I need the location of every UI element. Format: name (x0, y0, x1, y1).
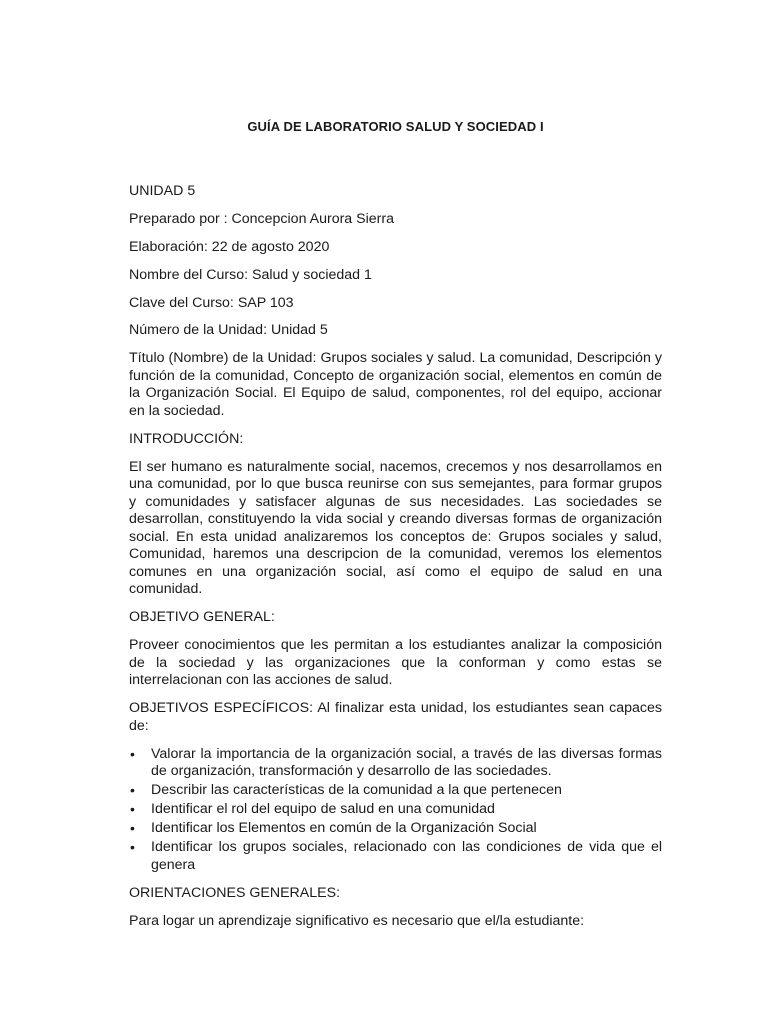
elaboration-date: Elaboración: 22 de agosto 2020 (129, 238, 330, 255)
course-code: Clave del Curso: SAP 103 (129, 294, 294, 311)
introduction-heading: INTRODUCCIÓN: (129, 430, 244, 447)
list-item-text: Valorar la importancia de la organización social, a través de las diversas formas de organización, transformación y desarrollo de las sociedades. (151, 745, 662, 780)
document-title: GUÍA DE LABORATORIO SALUD Y SOCIEDAD I (247, 119, 544, 134)
orientations-paragraph: Para logar un aprendizaje significativo es necesario que el/la estudiante: (129, 912, 585, 929)
list-item-text: Identificar el rol del equipo de salud en una comunidad (151, 801, 495, 818)
unit-number: Número de la Unidad: Unidad 5 (129, 322, 328, 339)
course-name: Nombre del Curso: Salud y sociedad 1 (129, 266, 372, 283)
list-item (129, 839, 662, 874)
orientations-heading: ORIENTACIONES GENERALES: (129, 884, 341, 901)
introduction-paragraph: El ser humano es naturalmente social, nacemos, crecemos y nos desarrollamos en una comunidad, por lo que busca reunirse con sus semejantes, para formar grupos y comunidades y satisfacer algunas de sus necesidades. Las sociedades se desarrollan, constituyendo la vida social y creando diversas formas de organización social. En esta unidad analizaremos los conceptos de: Grupos sociales y salud, Comunidad, haremos una descripcion de la comunidad, veremos los elementos comunes en una organización social, así como el equipo de salud en una comunidad. (129, 458, 662, 598)
prepared-by: Preparado por : Concepcion Aurora Sierra (129, 210, 394, 227)
specific-objectives-list (129, 746, 662, 875)
unit-label: UNIDAD 5 (129, 183, 196, 199)
bullet-icon: • (130, 820, 135, 837)
list-item-text: Identificar los Elementos en común de la Organización Social (151, 820, 537, 837)
list-item-text: Identificar los grupos sociales, relacionado con las condiciones de vida que el genera (151, 839, 662, 873)
document-page (129, 118, 662, 941)
bullet-icon: • (130, 745, 135, 762)
list-item (129, 801, 662, 819)
bullet-icon: • (130, 839, 135, 856)
general-objective-heading: OBJETIVO GENERAL: (129, 609, 275, 626)
list-item (129, 820, 662, 838)
bullet-icon: • (130, 782, 135, 799)
bullet-icon: • (130, 801, 135, 818)
list-item (129, 746, 662, 781)
list-item-text: Describir las características de la comunidad a la que pertenecen (151, 782, 562, 799)
general-objective-paragraph: Proveer conocimientos que les permitan a los estudiantes analizar la composición de la sociedad y las organizaciones que la conforman y como estas se interrelacionan con las acciones de salud. (129, 637, 662, 689)
unit-title-paragraph: Título (Nombre) de la Unidad: Grupos sociales y salud. La comunidad, Descripción y función de la comunidad, Concepto de organización social, elementos en común de la Organización Social. El Equipo de salud, componentes, rol del equipo, accionar en la sociedad. (129, 350, 662, 419)
specific-objectives-paragraph: OBJETIVOS ESPECÍFICOS: Al finalizar esta unidad, los estudiantes sean capaces de: (129, 700, 662, 734)
list-item (129, 782, 662, 800)
